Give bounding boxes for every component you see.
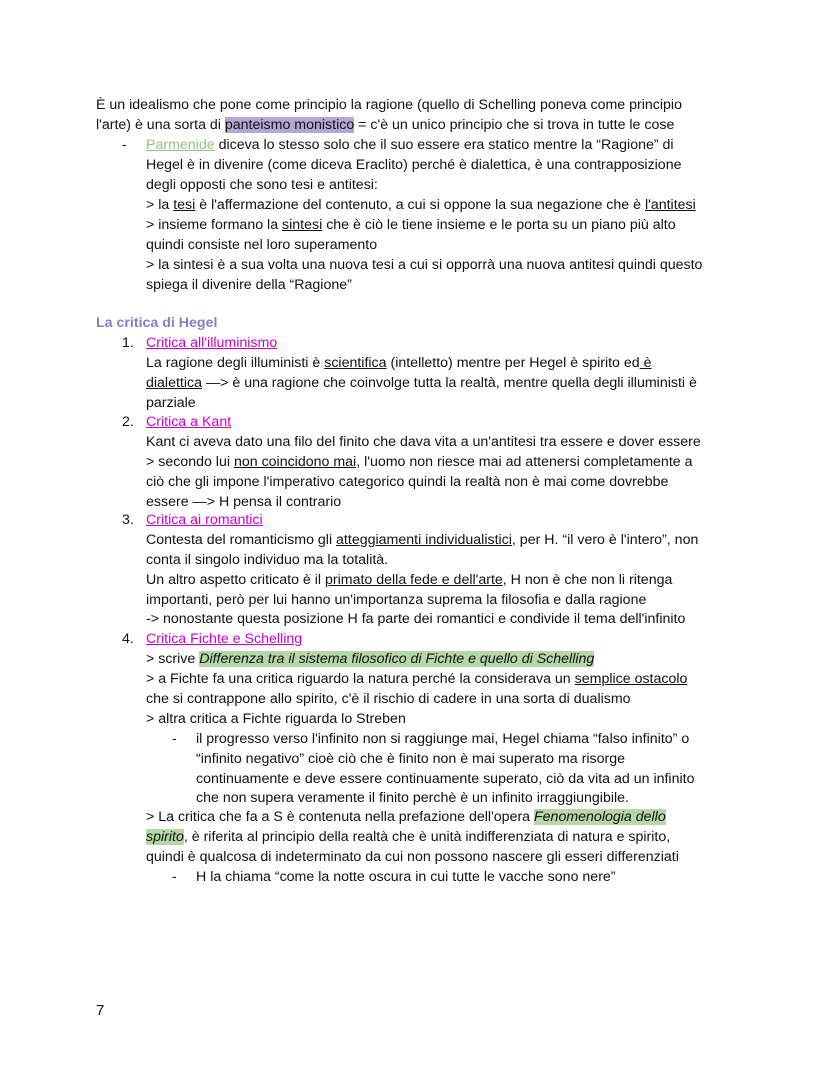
highlight-spirito: spirito: [146, 829, 184, 845]
sub-1-line-2: [196, 750, 625, 770]
highlight-differenza: Differenza tra il sistema filosofico di Fichte e quello di Schelling: [199, 651, 595, 667]
underlined-primato: primato della fede e dell'arte: [325, 572, 503, 588]
intro-line-2: [96, 116, 674, 136]
body-text: > insieme formano la: [146, 217, 283, 233]
list-number: 1.: [122, 335, 134, 351]
underlined-semplice-ostacolo: semplice ostacolo: [574, 671, 688, 687]
sub-1-line-1: [196, 730, 689, 750]
item-4-line-2: [146, 670, 687, 690]
parmenide-line-7: [146, 256, 702, 276]
item-1-line-1: [146, 354, 652, 374]
item-2-line-2: [146, 453, 693, 473]
body-text: , per H. “il vero è l'intero”, non: [511, 532, 699, 548]
body-text: spiega il divenire della “Ragione”: [146, 277, 352, 293]
body-text: essere —> H pensa il contrario: [146, 494, 342, 510]
underlined-atteggiamenti: atteggiamenti individualistici: [336, 532, 512, 548]
underlined-scientifica: scientifica: [324, 355, 387, 371]
item-2-title: [146, 413, 231, 433]
bullet-marker: -: [172, 731, 177, 747]
body-text: > la: [146, 197, 174, 213]
bullet-marker: -: [122, 137, 127, 153]
parmenide-line-1: [146, 136, 674, 156]
underlined-antitesi: l'antitesi: [644, 197, 696, 213]
item-4-line-4: [146, 710, 406, 730]
body-text: quindi consiste nel loro superamento: [146, 237, 378, 253]
item-3-line-5: [146, 610, 685, 630]
body-text: il progresso verso l'infinito non si raggiunge mai, Hegel chiama “falso infinito” o: [196, 731, 690, 747]
highlight-fenomenologia: Fenomenologia dello: [534, 809, 666, 825]
list-number: 4.: [122, 631, 134, 647]
underlined-sintesi: sintesi: [282, 217, 323, 233]
sub-1-line-3: [196, 770, 694, 790]
item-2-line-1: [146, 433, 701, 453]
body-text: Un altro aspetto criticato è il: [146, 572, 325, 588]
item-2-line-3: [146, 473, 668, 493]
body-text: continuamente e deve essere continuamente superato, ciò da vita ad un infinito: [196, 771, 695, 787]
parmenide-link[interactable]: Parmenide: [146, 137, 215, 153]
body-text: Kant ci aveva dato una filo del finito che dava vita a un'antitesi tra essere e dover essere: [146, 434, 701, 450]
body-text: , H non è che non li ritenga: [502, 572, 673, 588]
sub-1-line-4: [196, 789, 629, 809]
parmenide-line-8: [146, 276, 352, 296]
parmenide-line-2: [146, 156, 681, 176]
body-text: Contesta del romanticismo gli: [146, 532, 337, 548]
item-4-line-6: [146, 828, 670, 848]
body-text: > a Fichte fa una critica riguardo la natura perché la considerava un: [146, 671, 575, 687]
intro-text: l'arte) è una sorta di: [96, 117, 225, 133]
underlined-non-coincidono: non coincidono mai: [233, 454, 357, 470]
item-1-line-2: [146, 374, 697, 394]
body-text: —> è una ragione che coinvolge tutta la realtà, mentre quella degli illuministi è: [202, 375, 697, 391]
parmenide-line-5: [146, 216, 676, 236]
item-4-title: [146, 630, 302, 650]
body-text: parziale: [146, 395, 196, 411]
intro-text: = c'è un unico principio che si trova in tutte le cose: [354, 117, 675, 133]
parmenide-line-6: [146, 236, 377, 256]
highlight-panteismo: panteismo monistico: [224, 117, 355, 133]
item-1-title: [146, 334, 277, 354]
body-text: > scrive: [146, 651, 200, 667]
body-text: Hegel è in divenire (come diceva Eraclito) perché è dialettica, è una contrapposizione: [146, 157, 682, 173]
body-text: , l'uomo non riesce mai ad attenersi completamente a: [356, 454, 693, 470]
body-text: (intelletto) mentre per Hegel è spirito ed: [386, 355, 640, 371]
body-text: quindi è qualcosa di indeterminato da cui non possono nascere gli esseri differenziati: [146, 849, 679, 865]
body-text: che è ciò le tiene insieme e le porta su un piano più alto: [322, 217, 676, 233]
body-text: che si contrappone allo spirito, c'è il rischio di cadere in una sorta di dualismo: [146, 691, 631, 707]
underlined-dialettica: dialettica: [146, 375, 202, 391]
item-3-line-1: [146, 531, 698, 551]
item-4-line-5: [146, 808, 666, 828]
body-text: che non supera veramente il finito perchè è un infinito irraggiungibile.: [196, 790, 629, 806]
body-text: importanti, però per lui hanno un'importanza suprema la filosofia e dalla ragione: [146, 592, 647, 608]
underlined-e: è: [639, 355, 652, 371]
body-text: > La critica che fa a S è contenuta nella prefazione dell'opera: [146, 809, 534, 825]
sub-2-line-1: [196, 868, 616, 888]
body-text: “infinito negativo” cioè ciò che è finito non è mai superato ma risorge: [196, 751, 626, 767]
body-text: è l'affermazione del contenuto, a cui si oppone la sua negazione che è: [195, 197, 645, 213]
item-3-line-3: [146, 571, 672, 591]
item-4-line-3: [146, 690, 631, 710]
critica-illuminismo-link[interactable]: Critica all'illuminismo: [146, 335, 278, 351]
body-text: diceva lo stesso solo che il suo essere era statico mentre la “Ragione” di: [214, 137, 674, 153]
body-text: -> nonostante questa posizione H fa parte dei romantici e condivide il tema dell'infinito: [146, 611, 686, 627]
parmenide-line-3: [146, 176, 378, 196]
underlined-tesi: tesi: [173, 197, 196, 213]
critica-fichte-schelling-link[interactable]: Critica Fichte e Schelling: [146, 631, 303, 647]
item-3-title: [146, 511, 263, 531]
body-text: La ragione degli illuministi è: [146, 355, 325, 371]
body-text: conta il singolo individuo ma la totalità.: [146, 552, 389, 568]
body-text: H la chiama “come la notte oscura in cui tutte le vacche sono nere”: [196, 869, 616, 885]
item-4-line-1: [146, 650, 594, 670]
section-heading: La critica di Hegel: [96, 315, 218, 331]
item-1-line-3: [146, 394, 196, 414]
intro-line-1: [96, 96, 682, 116]
item-4-line-7: [146, 848, 679, 868]
body-text: , è riferita al principio della realtà che è unità indifferenziata di natura e spirito,: [183, 829, 671, 845]
body-text: > secondo lui: [146, 454, 234, 470]
body-text: > la sintesi è a sua volta una nuova tesi a cui si opporrà una nuova antitesi quindi questo: [146, 257, 703, 273]
body-text: degli opposti che sono tesi e antitesi:: [146, 177, 378, 193]
item-2-line-4: [146, 493, 341, 513]
list-number: 3.: [122, 512, 134, 528]
bullet-marker: -: [172, 869, 177, 885]
critica-romantici-link[interactable]: Critica ai romantici: [146, 512, 263, 528]
intro-text: È un idealismo che pone come principio la ragione (quello di Schelling poneva come principio: [96, 97, 682, 113]
critica-kant-link[interactable]: Critica a Kant: [146, 414, 232, 430]
body-text: ciò che gli impone l'imperativo categorico quindi la realtà non è mai come dovrebbe: [146, 474, 669, 490]
parmenide-line-4: [146, 196, 696, 216]
item-3-line-2: [146, 551, 388, 571]
page-number: 7: [96, 1002, 105, 1019]
item-3-line-4: [146, 591, 646, 611]
body-text: > altra critica a Fichte riguarda lo Streben: [146, 711, 406, 727]
list-number: 2.: [122, 414, 134, 430]
